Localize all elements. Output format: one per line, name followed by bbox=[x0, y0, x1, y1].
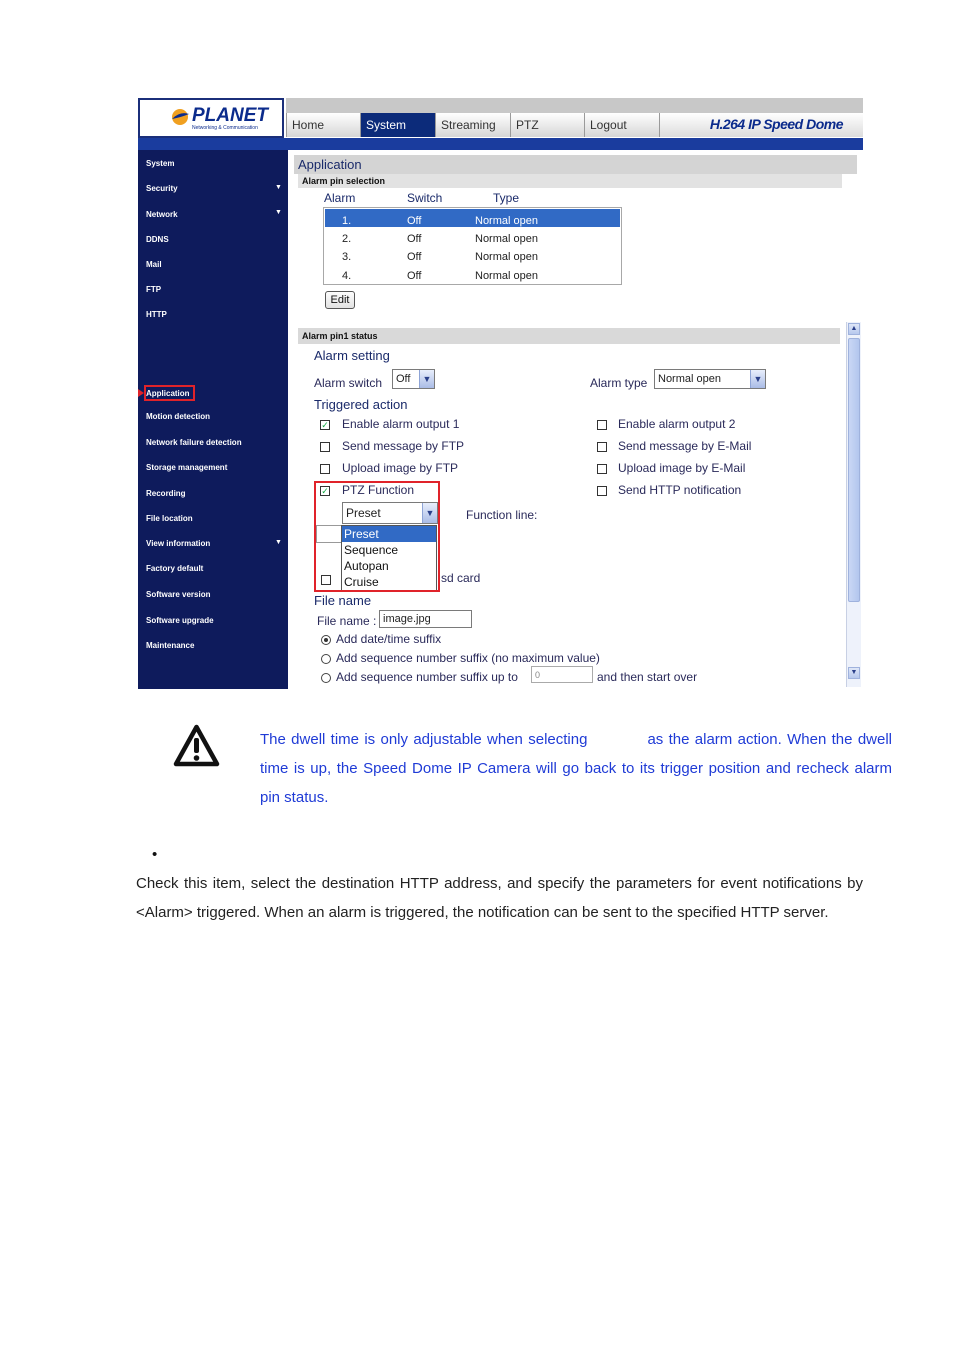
sidebar-item-network-failure[interactable]: Network failure detection bbox=[146, 438, 242, 447]
bullet: • bbox=[152, 846, 158, 863]
alarm-number: 4. bbox=[342, 270, 352, 282]
sidebar-item-system[interactable]: System bbox=[146, 159, 175, 168]
sidebar-item-ddns[interactable]: DDNS bbox=[146, 235, 169, 244]
alarm-type: Normal open bbox=[475, 233, 538, 245]
alarm-pin-status-heading: Alarm pin1 status bbox=[298, 328, 840, 344]
planet-logo bbox=[138, 98, 284, 138]
header-top-strip bbox=[286, 98, 863, 113]
alarm-number: 1. bbox=[342, 215, 352, 227]
sidebar-item-maintenance[interactable]: Maintenance bbox=[146, 641, 195, 650]
file-name-title: File name bbox=[314, 593, 372, 608]
note-text-before: The dwell time is only adjustable when selecting bbox=[260, 731, 588, 748]
sidebar-item-software-version[interactable]: Software version bbox=[146, 590, 211, 599]
triggered-action-title: Triggered action bbox=[314, 397, 408, 412]
sidebar-item-view-information[interactable]: View information bbox=[146, 539, 211, 548]
main-panel bbox=[288, 150, 863, 689]
alarm-pin-selection-heading: Alarm pin selection bbox=[298, 174, 842, 188]
send-ftp-label: Send message by FTP bbox=[342, 439, 465, 453]
send-email-label: Send message by E-Mail bbox=[618, 439, 752, 453]
suffix-sequence-upto-label: Add sequence number suffix up to bbox=[336, 670, 518, 684]
sidebar-item-software-upgrade[interactable]: Software upgrade bbox=[146, 616, 214, 625]
scroll-up-icon[interactable]: ▲ bbox=[848, 323, 860, 335]
sidebar-item-storage[interactable]: Storage management bbox=[146, 463, 228, 472]
option-autopan[interactable]: Autopan bbox=[344, 559, 389, 573]
alarm-type-label: Alarm type bbox=[590, 376, 648, 390]
ptz-highlight-box bbox=[314, 481, 440, 592]
sidebar-item-file-location[interactable]: File location bbox=[146, 514, 193, 523]
upload-email-checkbox[interactable] bbox=[597, 464, 607, 474]
chevron-down-icon[interactable]: ▼ bbox=[275, 209, 282, 216]
suffix-upto-input[interactable]: 0 bbox=[531, 666, 593, 683]
chevron-down-icon[interactable]: ▼ bbox=[419, 370, 434, 388]
alarm-type: Normal open bbox=[475, 215, 538, 227]
alarm-switch: Off bbox=[407, 251, 422, 263]
list-item-selected[interactable] bbox=[325, 209, 620, 227]
upload-ftp-checkbox[interactable] bbox=[320, 464, 330, 474]
note-paragraph bbox=[260, 725, 892, 812]
product-name: H.264 IP Speed Dome bbox=[709, 116, 843, 132]
alarm-switch-value: Off bbox=[396, 373, 411, 385]
send-email-checkbox[interactable] bbox=[597, 442, 607, 452]
alarm-number: 3. bbox=[342, 251, 352, 263]
option-cruise[interactable]: Cruise bbox=[344, 575, 379, 589]
alarm-type: Normal open bbox=[475, 251, 538, 263]
suffix-datetime-radio[interactable] bbox=[321, 635, 331, 645]
sidebar-item-network[interactable]: Network bbox=[146, 210, 178, 219]
sidebar-item-security[interactable]: Security bbox=[146, 184, 178, 193]
scroll-down-icon[interactable]: ▼ bbox=[848, 667, 860, 679]
option-sequence[interactable]: Sequence bbox=[344, 543, 399, 557]
sidebar-item-mail[interactable]: Mail bbox=[146, 260, 162, 269]
alarm-type: Normal open bbox=[475, 270, 538, 282]
column-header-type: Type bbox=[493, 191, 520, 205]
sidebar-item-ftp[interactable]: FTP bbox=[146, 285, 162, 294]
edit-button[interactable]: Edit bbox=[325, 291, 355, 309]
warning-icon bbox=[172, 723, 221, 768]
alarm-number: 2. bbox=[342, 233, 352, 245]
upload-email-label: Upload image by E-Mail bbox=[618, 461, 746, 475]
suffix-sequence-unlimited-radio[interactable] bbox=[321, 654, 331, 664]
note-text-after: as the alarm action. When the dwell time is up, the Speed Dome IP Camera will go back to its trigger position and recheck alarm pin status. bbox=[260, 731, 892, 806]
alarm-switch: Off bbox=[407, 233, 422, 245]
alarm-type-value: Normal open bbox=[658, 373, 721, 385]
send-ftp-checkbox[interactable] bbox=[320, 442, 330, 452]
sidebar-item-recording[interactable]: Recording bbox=[146, 489, 186, 498]
vertical-scrollbar[interactable] bbox=[846, 322, 861, 687]
enable-output1-label: Enable alarm output 1 bbox=[342, 417, 460, 431]
option-preset[interactable]: Preset bbox=[342, 526, 436, 542]
sidebar-item-motion-detection[interactable]: Motion detection bbox=[146, 412, 210, 421]
application-settings-screenshot bbox=[138, 98, 863, 689]
scroll-thumb[interactable] bbox=[848, 338, 860, 602]
send-http-label: Send HTTP notification bbox=[618, 483, 742, 497]
page-title: Application bbox=[294, 155, 857, 174]
file-name-label: File name : bbox=[317, 614, 377, 628]
alarm-pin-list[interactable] bbox=[323, 207, 622, 285]
tab-logout[interactable]: Logout bbox=[584, 113, 659, 137]
logo-text: PLANET bbox=[192, 105, 268, 126]
send-http-checkbox[interactable] bbox=[597, 486, 607, 496]
enable-output2-label: Enable alarm output 2 bbox=[618, 417, 736, 431]
ptz-function-value: Preset bbox=[346, 506, 381, 520]
ptz-function-checkbox[interactable]: ✓ bbox=[321, 486, 329, 496]
suffix-start-over-label: and then start over bbox=[597, 670, 698, 684]
alarm-switch-select[interactable] bbox=[392, 369, 435, 389]
body-paragraph: Check this item, select the destination HTTP address, and specify the parameters for event notifications by <Alarm> triggered. When an alarm is triggered, the notification can be sent to the specified HTTP server. bbox=[136, 875, 863, 921]
alarm-switch: Off bbox=[407, 270, 422, 282]
chevron-down-icon[interactable]: ▼ bbox=[275, 539, 282, 546]
file-name-input[interactable]: image.jpg bbox=[379, 610, 472, 628]
sd-card-label: sd card bbox=[441, 571, 481, 585]
planet-logo-icon bbox=[170, 107, 190, 127]
product-name-tab bbox=[659, 113, 863, 137]
upload-ftp-label: Upload image by FTP bbox=[342, 461, 459, 475]
tab-ptz[interactable]: PTZ bbox=[510, 113, 584, 137]
tab-home[interactable]: Home bbox=[286, 113, 360, 137]
alarm-setting-title: Alarm setting bbox=[314, 348, 390, 363]
suffix-datetime-label: Add date/time suffix bbox=[336, 632, 442, 646]
sidebar-item-application[interactable]: Application bbox=[146, 389, 190, 398]
chevron-down-icon[interactable]: ▼ bbox=[750, 370, 765, 388]
column-header-switch: Switch bbox=[407, 191, 443, 205]
suffix-sequence-unlimited-label: Add sequence number suffix (no maximum value) bbox=[336, 651, 600, 665]
alarm-type-select[interactable] bbox=[654, 369, 766, 389]
chevron-down-icon[interactable]: ▼ bbox=[422, 503, 437, 523]
function-line-label: Function line: bbox=[466, 508, 538, 522]
chevron-down-icon[interactable]: ▼ bbox=[275, 184, 282, 191]
header-bar bbox=[138, 98, 863, 150]
ptz-function-label: PTZ Function bbox=[342, 483, 415, 497]
sidebar bbox=[138, 150, 288, 689]
suffix-sequence-upto-radio[interactable] bbox=[321, 673, 331, 683]
sidebar-item-factory-default[interactable]: Factory default bbox=[146, 564, 204, 573]
alarm-switch: Off bbox=[407, 215, 422, 227]
alarm-switch-label: Alarm switch bbox=[314, 376, 383, 390]
sidebar-item-http[interactable]: HTTP bbox=[146, 310, 167, 319]
enable-output1-checkbox[interactable]: ✓ bbox=[321, 420, 329, 430]
tab-streaming[interactable]: Streaming bbox=[435, 113, 510, 137]
tab-system[interactable]: System bbox=[360, 113, 435, 137]
logo-subtext: Networking & Communication bbox=[192, 125, 258, 131]
enable-output2-checkbox[interactable] bbox=[597, 420, 607, 430]
column-header-alarm: Alarm bbox=[324, 191, 356, 205]
header-blue-bar bbox=[138, 138, 863, 150]
